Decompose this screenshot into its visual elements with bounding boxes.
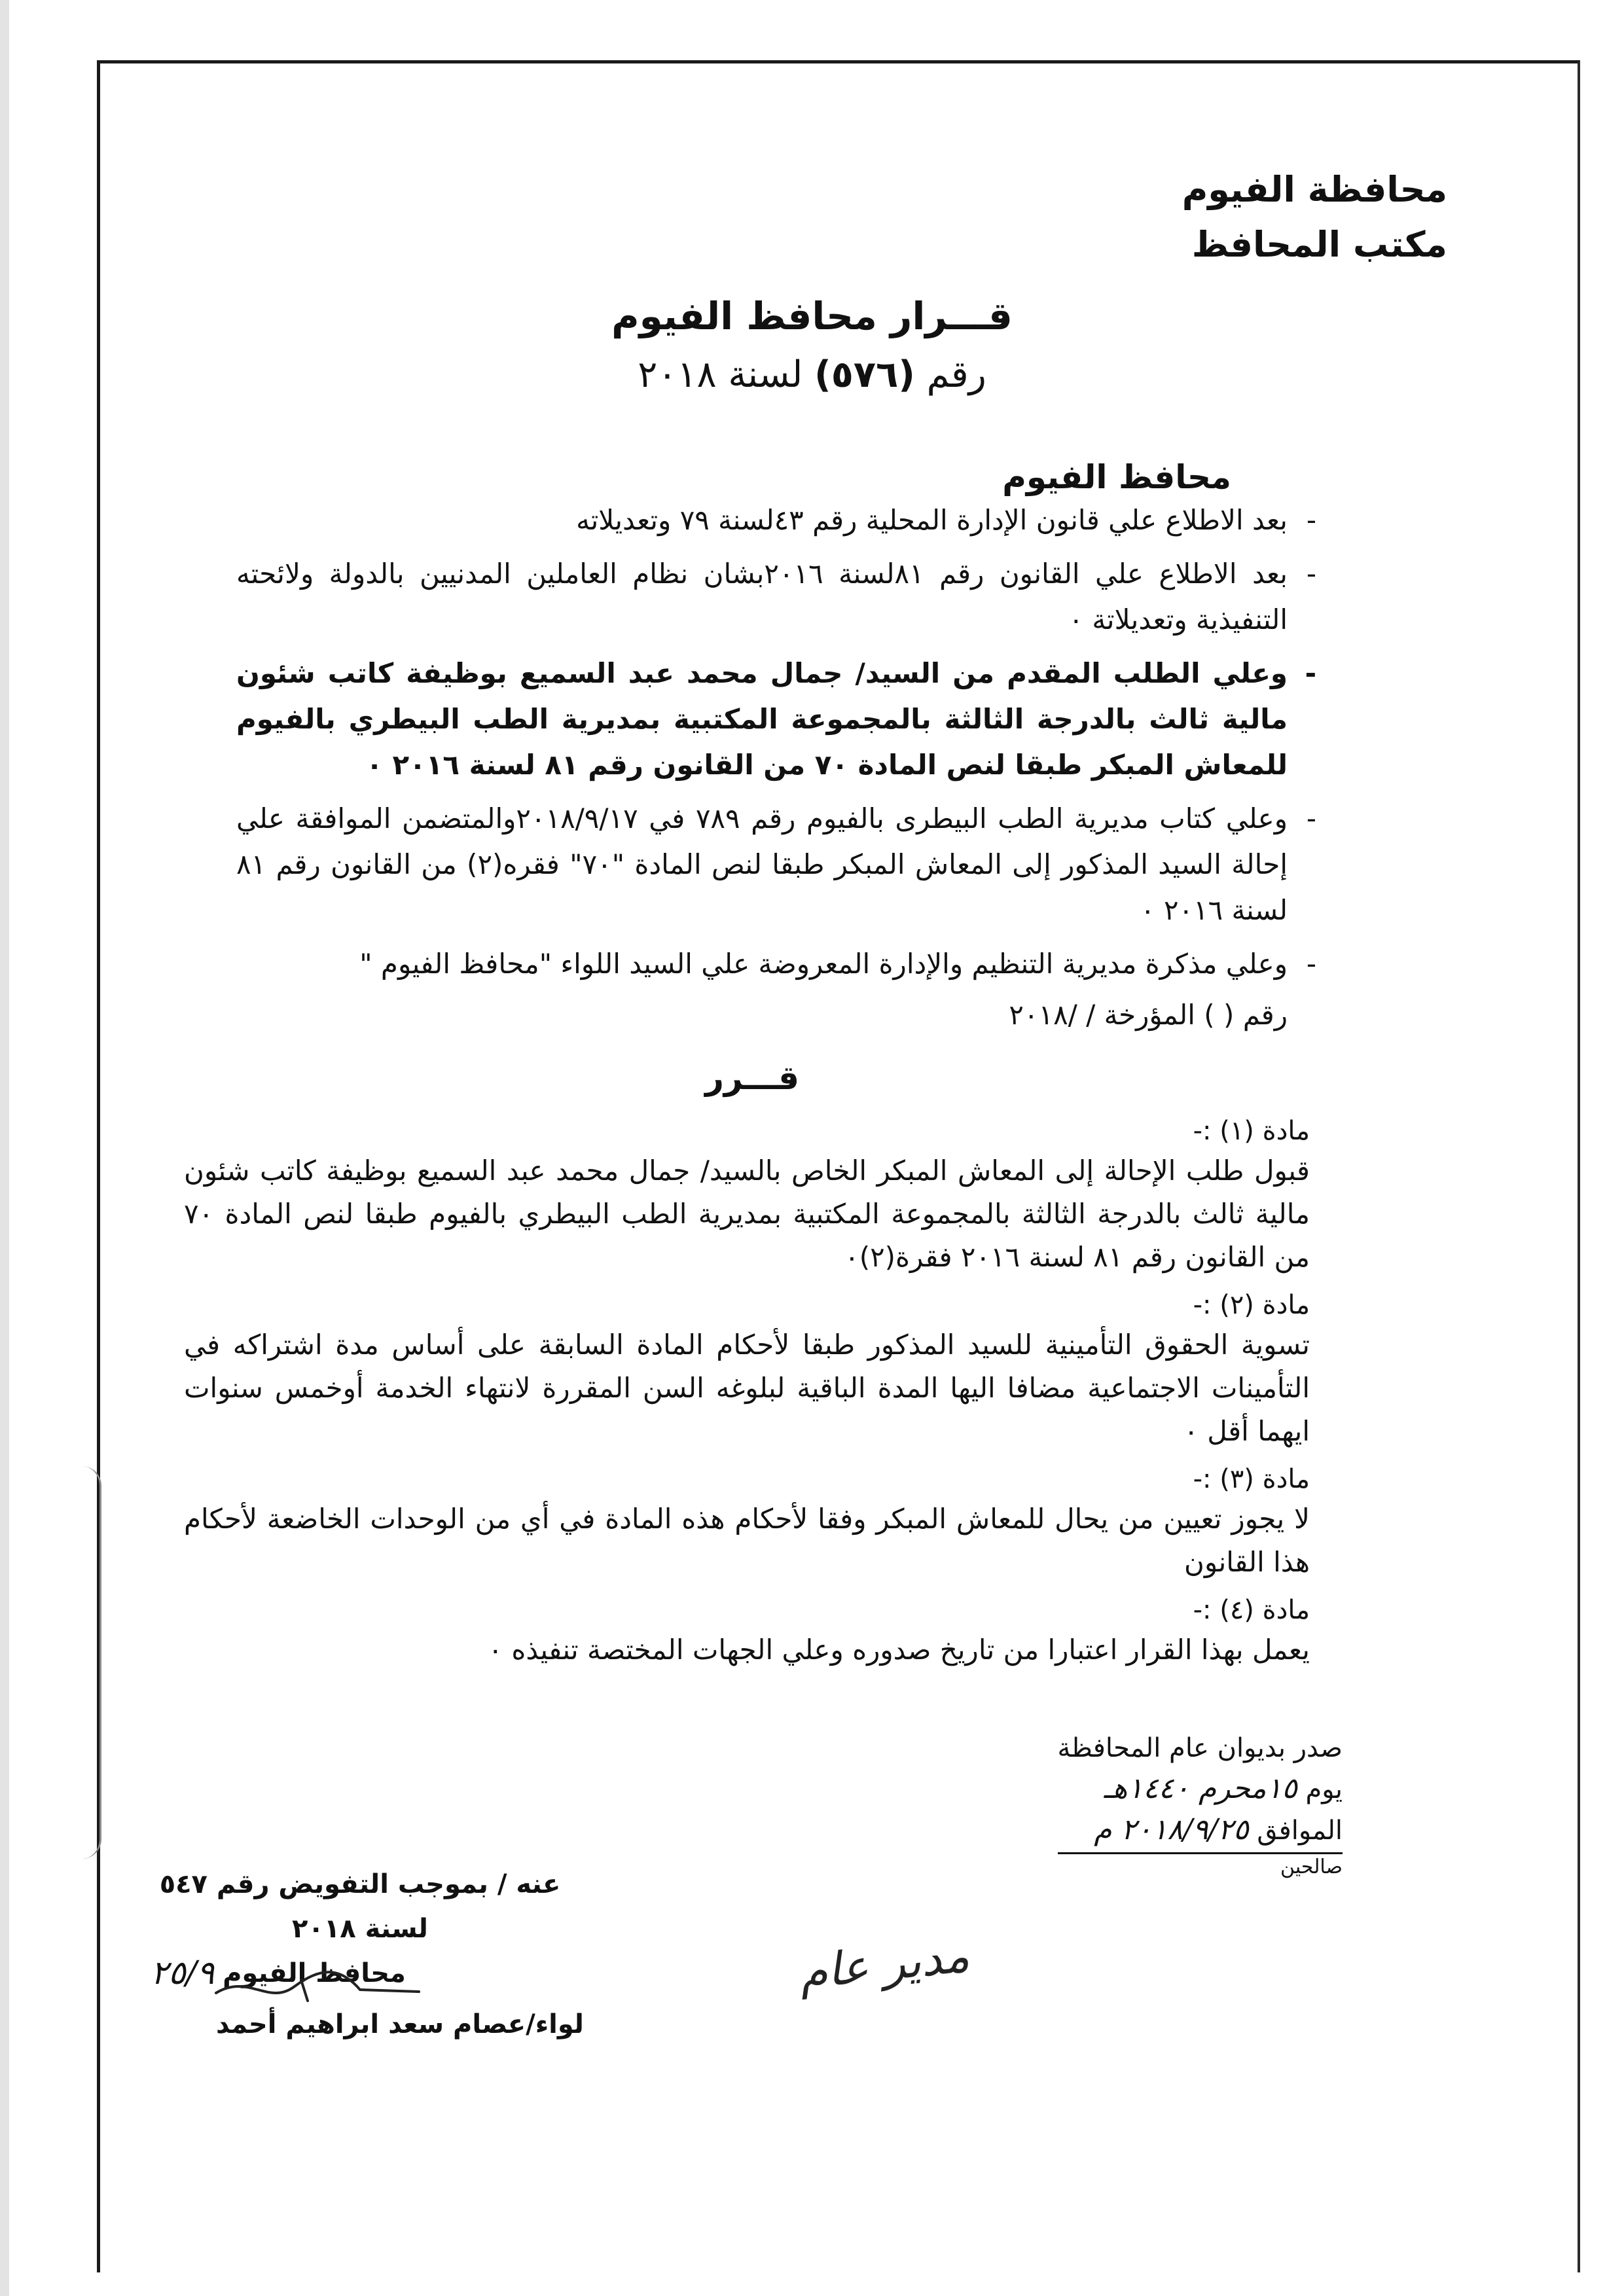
decree-year: لسنة ٢٠١٨ [638, 353, 803, 396]
decree-number-line [0, 346, 1624, 404]
article [184, 1592, 1310, 1672]
issued-at: صدر بديوان عام المحافظة [1057, 1733, 1343, 1763]
issuance-block [1058, 1728, 1343, 1880]
signature-date: ٢٥/٩ [151, 1954, 215, 1992]
delegation-line: عنه / بموجب التفويض رقم ٥٤٧ لسنة ٢٠١٨ [159, 1869, 561, 1944]
decision-word: قـــرر [705, 1059, 799, 1097]
decree-title-block [0, 287, 1624, 404]
letterhead [1182, 162, 1447, 272]
official-name: لواء/عصام سعد ابراهيم أحمد [216, 2009, 584, 2039]
gregorian-date: ٢٠١٨/٩/٢٥ م [1094, 1813, 1249, 1846]
office-name: مكتب المحافظ [1191, 224, 1447, 265]
article-body: تسوية الحقوق التأمينية للسيد المذكور طبقا لأحكام المادة السابقة على أساس مدة اشتراكه في التأمينات الاجتماعية مضافا اليها المدة الباقية لبلوغه السن المقررة لانتهاء الخدمة أوخمس سنوات ايهما أقل ٠ [184, 1329, 1310, 1447]
article [184, 1287, 1310, 1453]
hijri-label: يوم [1305, 1774, 1343, 1804]
decree-number: (٥٧٦) [814, 353, 915, 396]
article-body: لا يجوز تعيين من يحال للمعاش المبكر وفقا لأحكام هذه المادة في أي من الوحدات الخاضعة لأحكام هذا القانون [184, 1503, 1310, 1578]
delegation-title: محافظ الفيوم [223, 1958, 406, 1988]
paper-tear-mark [54, 1466, 101, 1859]
clerk-initials: صالحين [1280, 1856, 1343, 1878]
governor-signature-area [151, 1954, 439, 2013]
governorate-name: محافظة الفيوم [1182, 169, 1447, 210]
preamble-item: - وعلي مذكرة مديرية التنظيم والإدارة المعروضة علي السيد اللواء "محافظ الفيوم " [236, 941, 1316, 987]
manager-signature: مدير عام [796, 1928, 972, 2000]
hijri-date: ١٥محرم ١٤٤٠هـ [1104, 1772, 1297, 1805]
article [184, 1113, 1310, 1279]
article-heading: مادة (١) :- [1193, 1116, 1310, 1146]
gregorian-label: الموافق [1257, 1816, 1343, 1846]
memo-reference: رقم ( ) المؤرخة / /٢٠١٨ [1009, 999, 1288, 1031]
article-body: قبول طلب الإحالة إلى المعاش المبكر الخاص بالسيد/ جمال محمد عبد السميع بوظيفة كاتب شئون مالية ثالث بالدرجة الثالثة بالمجموعة المكتبية بمديرية الطب البيطري بالفيوم طبقا لنص المادة ٧٠ من القانون رقم ٨١ لسنة ٢٠١٦ فقرة(٢)٠ [184, 1155, 1310, 1273]
preamble-item: - وعلي الطلب المقدم من السيد/ جمال محمد عبد السميع بوظيفة كاتب شئون مالية ثالث بالدرجة الثالثة بالمجموعة المكتبية بمديرية الطب البيطري بالفيوم للمعاش المبكر طبقا لنص المادة ٧٠ من القانون رقم ٨١ لسنة ٢٠١٦ ٠ [236, 651, 1316, 788]
articles-list [184, 1113, 1310, 1679]
article-heading: مادة (٣) :- [1193, 1464, 1310, 1494]
preamble-item: - بعد الاطلاع علي قانون الإدارة المحلية رقم ٤٣لسنة ٧٩ وتعديلاته [236, 497, 1316, 543]
article-body: يعمل بهذا القرار اعتبارا من تاريخ صدوره وعلي الجهات المختصة تنفيذه ٠ [488, 1634, 1310, 1666]
article-heading: مادة (٤) :- [1193, 1595, 1310, 1625]
number-prefix: رقم [926, 353, 986, 396]
gregorian-date-line [1058, 1810, 1343, 1854]
decree-title: قـــرار محافظ الفيوم [611, 294, 1013, 338]
preamble-list [236, 497, 1316, 1038]
governor-signature-icon [209, 1960, 432, 2013]
article [184, 1461, 1310, 1584]
preamble-item: - وعلي كتاب مديرية الطب البيطرى بالفيوم رقم ٧٨٩ في ٢٠١٨/٩/١٧والمتضمن الموافقة علي إحالة السيد المذكور إلى المعاش المبكر طبقا لنص المادة "٧٠" فقره(٢) من القانون رقم ٨١ لسنة ٢٠١٦ ٠ [236, 796, 1316, 933]
preamble-item: - بعد الاطلاع علي القانون رقم ٨١لسنة ٢٠١٦بشان نظام العاملين المدنيين بالدولة ولائحته التنفيذية وتعديلاتة ٠ [236, 551, 1316, 643]
issuer-heading: محافظ الفيوم [1002, 458, 1231, 496]
hijri-date-line [1058, 1768, 1343, 1810]
article-heading: مادة (٢) :- [1193, 1290, 1310, 1320]
